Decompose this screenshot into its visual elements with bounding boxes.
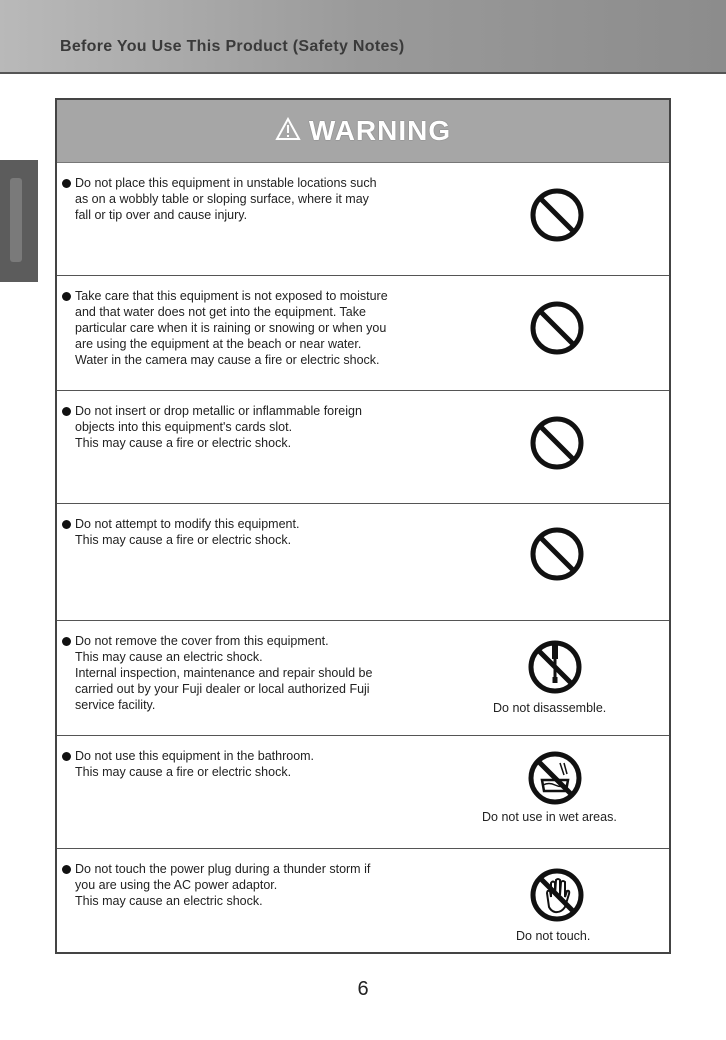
icon-caption: Do not touch.	[516, 929, 591, 943]
icon-caption: Do not disassemble.	[493, 701, 607, 715]
warning-item	[57, 163, 669, 276]
bullet-icon	[62, 520, 71, 529]
warning-triangle-icon	[275, 117, 301, 146]
bullet-icon	[62, 179, 71, 188]
warning-item	[57, 504, 669, 621]
warning-item	[57, 736, 669, 849]
warning-item-text: Do not insert or drop metallic or inflammable foreign objects into this equipment's cards slot. This may cause a fire or electric shock.	[75, 403, 455, 451]
warning-item-text: Take care that this equipment is not exposed to moisture and that water does not get into the equipment. Take particular care when it is raining or snowing or when you are using the equipment at the beach or near water. Water in the camera may cause a fire or electric shock.	[75, 288, 455, 368]
warning-item-text: Do not use this equipment in the bathroom. This may cause a fire or electric shock.	[75, 748, 455, 780]
bullet-icon	[62, 752, 71, 761]
warning-item-text: Do not touch the power plug during a thunder storm if you are using the AC power adaptor. This may cause an electric shock.	[75, 861, 455, 909]
bullet-icon	[62, 292, 71, 301]
warning-item-text: Do not place this equipment in unstable locations such as on a wobbly table or sloping surface, where it may fall or tip over and cause injury.	[75, 175, 455, 223]
warning-item	[57, 391, 669, 504]
page-number: 6	[357, 978, 369, 1000]
bullet-icon	[62, 637, 71, 646]
no-disassemble-icon	[527, 639, 583, 695]
warning-header	[57, 100, 669, 163]
icon-caption: Do not use in wet areas.	[482, 810, 617, 824]
warning-item	[57, 276, 669, 391]
prohibited-icon	[529, 415, 585, 471]
warning-item	[57, 849, 669, 961]
warning-item	[57, 621, 669, 736]
prohibited-icon	[529, 187, 585, 243]
section-tab-notch	[10, 178, 22, 262]
prohibited-icon	[529, 300, 585, 356]
no-touch-icon	[529, 867, 585, 923]
header-band	[0, 0, 726, 74]
bullet-icon	[62, 407, 71, 416]
page-header-title: Before You Use This Product (Safety Notes)	[60, 38, 405, 55]
section-tab	[0, 160, 38, 282]
warning-item-text: Do not remove the cover from this equipment. This may cause an electric shock. Internal inspection, maintenance and repair should be carried out by your Fuji dealer or local authorized Fuji service facility.	[75, 633, 455, 713]
warning-title: WARNING	[308, 115, 452, 146]
bullet-icon	[62, 865, 71, 874]
warning-box	[55, 98, 671, 954]
warning-item-text: Do not attempt to modify this equipment. This may cause a fire or electric shock.	[75, 516, 455, 548]
no-wet-areas-icon	[527, 750, 583, 806]
prohibited-icon	[529, 526, 585, 582]
